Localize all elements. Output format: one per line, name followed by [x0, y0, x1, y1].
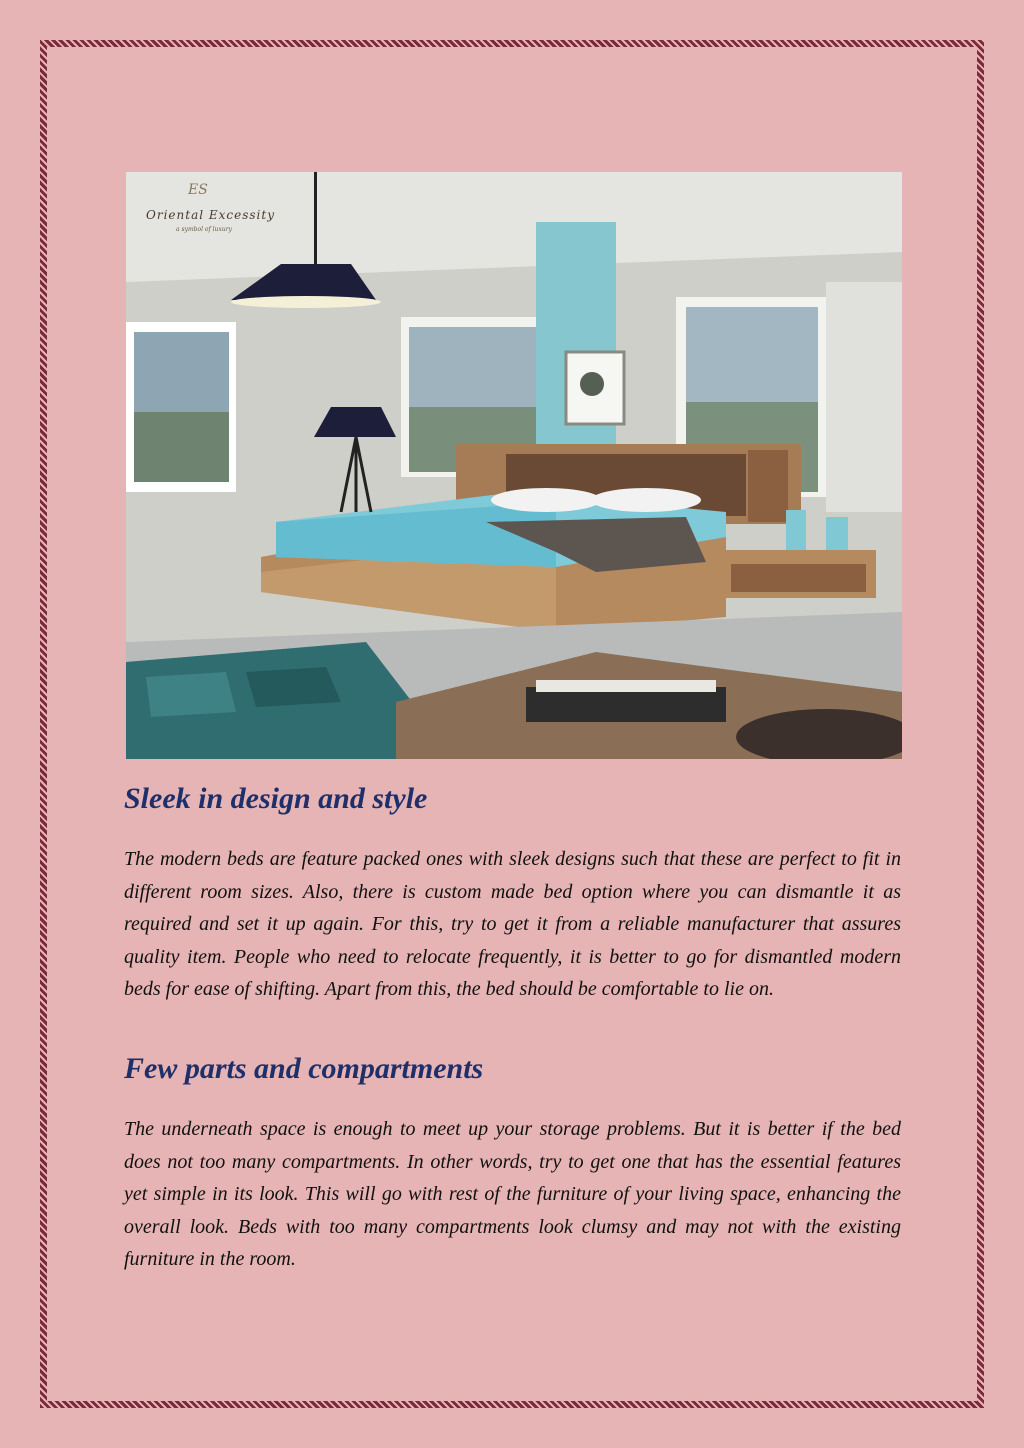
brand-logo-text: Oriental Excessity	[146, 208, 275, 222]
brand-tagline: a symbol of luxury	[176, 226, 232, 233]
bedroom-photo	[126, 172, 902, 759]
section-heading-parts-compartments: Few parts and compartments	[124, 1052, 484, 1085]
brand-monogram: ES	[188, 182, 208, 198]
section-heading-sleek-design: Sleek in design and style	[124, 782, 428, 815]
bedroom-illustration	[126, 172, 902, 759]
section-body-sleek-design: The modern beds are feature packed ones with sleek designs such that these are perfect to fit in different room sizes. Also, there is custom made bed option where you can dismantle it as required and set it up again. For this, try to get it from a reliable manufacturer that assures quality item. People who need to relocate frequently, it is better to go for dismantled modern beds for ease of shifting. Apart from this, the bed should be comfortable to lie on.	[124, 848, 901, 1000]
section-body-parts-compartments: The underneath space is enough to meet up your storage problems. But it is better if the bed does not too many compartments. In other words, try to get one that has the essential features yet simple in its look. This will go with rest of the furniture of your living space, enhancing the overall look. Beds with too many compartments look clumsy and may not with the existing furniture in the room.	[124, 1118, 901, 1270]
